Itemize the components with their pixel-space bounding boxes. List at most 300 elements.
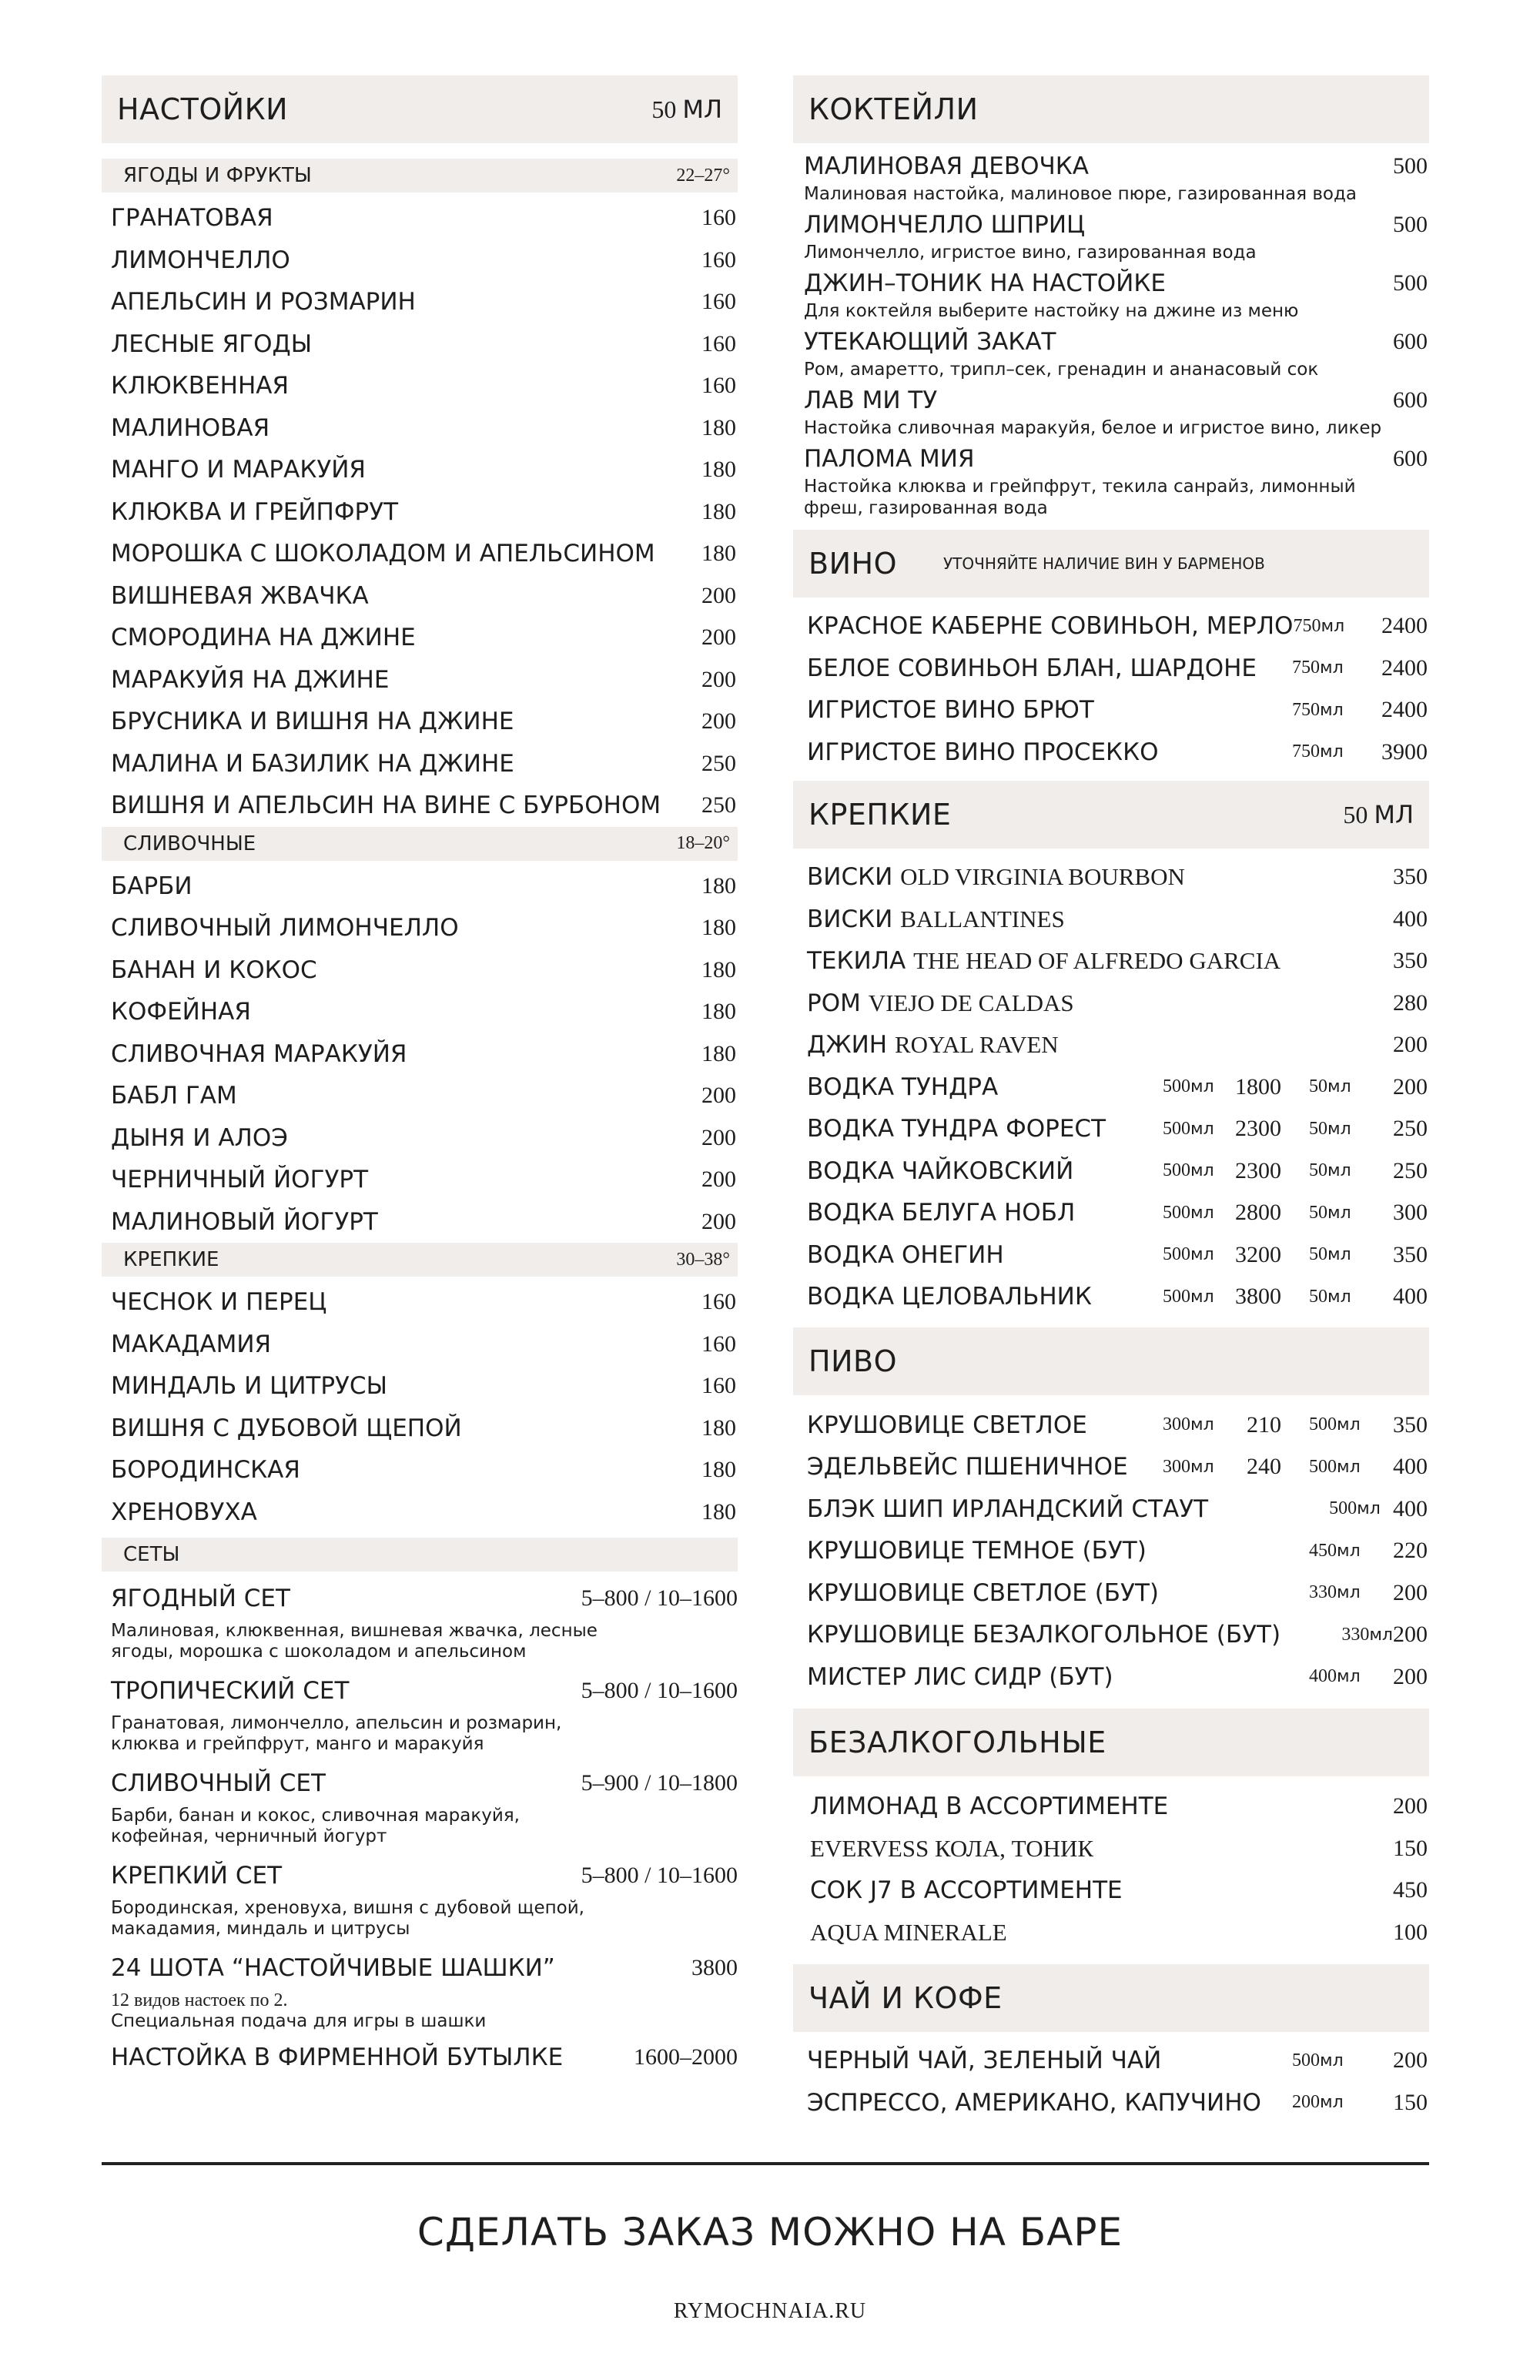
volume-number: 500 <box>1309 1414 1337 1435</box>
item-name-latin: BALLANTINES <box>900 905 1065 932</box>
item-description: кофейная, черничный йогурт <box>111 1826 387 1846</box>
volume-number: 330 <box>1341 1624 1370 1645</box>
volume-unit: мл <box>1369 1625 1393 1645</box>
volume-unit: мл <box>1337 1415 1361 1435</box>
menu-item <box>793 1108 1429 1150</box>
item-price: 500 <box>1393 270 1428 296</box>
item-name: КРЕПКИЙ СЕТ <box>111 1862 283 1890</box>
menu-item <box>793 1024 1429 1066</box>
item-name: ДЫНЯ И АЛОЭ <box>111 1123 288 1152</box>
menu-item <box>793 856 1429 899</box>
item-name: AQUA MINERALE <box>810 1918 1007 1946</box>
volume-unit: мл <box>1321 616 1345 636</box>
volume-unit: мл <box>1190 1457 1214 1477</box>
item-price: 180 <box>701 541 736 567</box>
item-volume-1 <box>1163 1160 1224 1181</box>
item-description: Барби, банан и кокос, сливочная маракуйя, <box>111 1806 520 1826</box>
item-description: Настойка клюква и грейпфрут, текила санрайз, лимонный <box>804 477 1356 497</box>
menu-item-shots <box>102 1946 738 2032</box>
set-header <box>111 1669 738 1713</box>
menu-item <box>102 533 738 575</box>
menu-item <box>102 1365 738 1408</box>
item-price-1: 2300 <box>1235 1116 1281 1142</box>
volume-number: 500 <box>1163 1244 1190 1265</box>
item-price: 160 <box>701 205 736 231</box>
menu-item <box>102 701 738 743</box>
item-price: 250 <box>701 792 736 818</box>
section-volume: 50 МЛ <box>651 95 722 124</box>
subsection-title: СЛИВОЧНЫЕ <box>123 832 256 855</box>
item-description: Малиновая настойка, малиновое пюре, газированная вода <box>804 184 1357 204</box>
item-price: 180 <box>701 872 736 899</box>
item-name-ru: ВИСКИ <box>807 863 901 892</box>
item-volume-2 <box>1309 1287 1371 1307</box>
item-price-2: 200 <box>1393 1622 1428 1648</box>
item-volume <box>1292 700 1354 721</box>
menu-item <box>102 1408 738 1450</box>
volume-unit: мл <box>1320 658 1344 678</box>
menu-item <box>102 365 738 407</box>
item-volume-2 <box>1329 1498 1381 1519</box>
soft-list <box>793 1786 1429 1953</box>
item-name: МАЛИНОВЫЙ ЙОГУРТ <box>111 1207 378 1236</box>
volume-number: 750 <box>1292 699 1320 720</box>
item-price: 160 <box>701 330 736 356</box>
cocktail-header <box>804 266 1428 300</box>
volume-number: 50 <box>1309 1202 1327 1223</box>
item-volume-2 <box>1341 1625 1393 1645</box>
item-description: Специальная подача для игры в шашки <box>111 2011 487 2031</box>
volume-unit: мл <box>1337 1583 1361 1603</box>
item-price-2: 250 <box>1393 1116 1428 1142</box>
item-name: СОК J7 В АССОРТИМЕНТЕ <box>810 1876 1123 1905</box>
menu-item <box>793 1912 1429 1954</box>
item-name: ВОДКА ОНЕГИН <box>807 1240 1004 1269</box>
item-name: ВИШНЯ И АПЕЛЬСИН НА ВИНЕ С БУРБОНОМ <box>111 792 661 820</box>
item-name: СЛИВОЧНАЯ МАРАКУЙЯ <box>111 1039 407 1068</box>
menu-item <box>102 407 738 450</box>
menu-item-bottle <box>102 2035 738 2080</box>
vodka-list <box>793 1066 1429 1318</box>
item-name <box>807 1031 1354 1059</box>
item-name: ДЖИН–ТОНИК НА НАСТОЙКЕ <box>804 269 1166 297</box>
volume-number: 500 <box>1163 1160 1190 1181</box>
item-name: МИСТЕР ЛИС СИДР (БУТ) <box>807 1662 1113 1691</box>
item-price: 180 <box>701 1414 736 1441</box>
item-name: EVERVESS КОЛА, ТОНИК <box>810 1834 1094 1862</box>
item-price: 500 <box>1393 153 1428 179</box>
set-header <box>111 1761 738 1806</box>
item-name <box>807 863 1354 891</box>
volume-number: 300 <box>1163 1414 1190 1435</box>
item-price: 400 <box>1393 905 1428 932</box>
item-name: 24 ШОТА “НАСТОЙЧИВЫЕ ШАШКИ” <box>111 1954 555 1982</box>
menu-item <box>102 1281 738 1324</box>
volume-number: 500 <box>1163 1076 1190 1097</box>
volume-number: 50 <box>1309 1076 1327 1097</box>
section-header-cocktails <box>793 75 1429 143</box>
item-price: 2400 <box>1381 613 1428 639</box>
item-price: 200 <box>701 708 736 735</box>
item-volume-1 <box>1163 1287 1224 1307</box>
item-volume-2 <box>1309 1666 1371 1687</box>
item-price-1: 240 <box>1247 1454 1281 1480</box>
item-price: 280 <box>1393 989 1428 1016</box>
section-header-tea <box>793 1964 1429 2032</box>
item-price: 160 <box>701 1289 736 1315</box>
item-name <box>807 905 1354 933</box>
menu-item <box>793 1572 1429 1615</box>
item-volume <box>1292 741 1354 762</box>
volume-unit: мл <box>1190 1077 1214 1097</box>
item-name: ЛИМОНАД В АССОРТИМЕНТЕ <box>810 1793 1169 1821</box>
item-name: ВОДКА ЦЕЛОВАЛЬНИК <box>807 1283 1092 1311</box>
volume-unit: мл <box>1190 1415 1214 1435</box>
menu-item <box>102 491 738 534</box>
item-price-2: 350 <box>1393 1411 1428 1438</box>
volume-number: 50 <box>1309 1118 1327 1139</box>
menu-item <box>793 1530 1429 1572</box>
item-price: 160 <box>701 246 736 273</box>
menu-item <box>793 605 1429 648</box>
section-title: ВИНО <box>808 547 897 581</box>
menu-item <box>793 1404 1429 1447</box>
item-price: 1600–2000 <box>634 2044 738 2070</box>
item-price: 600 <box>1393 329 1428 354</box>
menu-item <box>793 1276 1429 1318</box>
volume-number: 50 <box>1309 1160 1327 1181</box>
item-price: 200 <box>701 624 736 651</box>
item-name: НАСТОЙКА В ФИРМЕННОЙ БУТЫЛКЕ <box>111 2044 564 2071</box>
volume-number: 750 <box>1292 658 1320 678</box>
item-name: БЛЭК ШИП ИРЛАНДСКИЙ СТАУТ <box>807 1495 1209 1523</box>
item-price: 200 <box>701 1083 736 1109</box>
menu-item-set <box>102 1669 738 1755</box>
volume-number: 500 <box>1163 1286 1190 1307</box>
item-name: СЛИВОЧНЫЙ СЕТ <box>111 1769 326 1797</box>
item-name <box>807 989 1354 1017</box>
set-header <box>111 1576 738 1621</box>
menu-item <box>793 1656 1429 1699</box>
menu-item <box>793 648 1429 690</box>
item-price: 180 <box>701 498 736 524</box>
item-name: КЛЮКВА И ГРЕЙПФРУТ <box>111 497 399 526</box>
item-description: 12 видов настоек по 2. <box>111 1990 288 2010</box>
item-name-ru: ДЖИН <box>807 1031 895 1059</box>
item-price-1: 3800 <box>1235 1284 1281 1310</box>
item-price-2: 200 <box>1393 1663 1428 1689</box>
menu-item <box>102 1201 738 1244</box>
item-name: МИНДАЛЬ И ЦИТРУСЫ <box>111 1372 387 1401</box>
subsection-temperature: 18–20° <box>676 833 730 853</box>
section-title: КОКТЕЙЛИ <box>808 92 979 126</box>
menu-item-cocktail <box>793 208 1429 263</box>
subsection-title: СЕТЫ <box>123 1543 180 1566</box>
item-description: фреш, газированная вода <box>804 498 1048 518</box>
volume-unit: мл <box>1327 1077 1351 1097</box>
item-name: СЛИВОЧНЫЙ ЛИМОНЧЕЛЛО <box>111 914 459 942</box>
volume-unit: мл <box>1327 1161 1351 1181</box>
item-name-latin: VIEJO DE CALDAS <box>868 989 1074 1016</box>
item-volume-2 <box>1309 1582 1371 1603</box>
item-volume-2 <box>1309 1076 1371 1097</box>
item-name: ЯГОДНЫЙ СЕТ <box>111 1585 290 1612</box>
item-price: 3900 <box>1381 738 1428 765</box>
volume-unit: мл <box>1327 1287 1351 1307</box>
cocktail-header <box>804 208 1428 242</box>
cocktail-header <box>804 325 1428 359</box>
item-name: МАЛИНА И БАЗИЛИК НА ДЖИНЕ <box>111 749 514 778</box>
item-price: 160 <box>701 289 736 315</box>
item-price: 200 <box>701 1124 736 1150</box>
menu-item <box>793 731 1429 774</box>
cocktail-header <box>804 149 1428 183</box>
item-name: ЧЕРНЫЙ ЧАЙ, ЗЕЛЕНЫЙ ЧАЙ <box>807 2047 1162 2075</box>
item-name: ВИШНЯ С ДУБОВОЙ ЩЕПОЙ <box>111 1414 462 1442</box>
menu-item <box>102 281 738 323</box>
volume-unit: мл <box>1320 2093 1344 2113</box>
item-description: Ром, амаретто, трипл–сек, гренадин и ананасовый сок <box>804 360 1319 380</box>
wine-list <box>793 605 1429 773</box>
menu-item <box>102 1491 738 1534</box>
item-name: БРУСНИКА И ВИШНЯ НА ДЖИНЕ <box>111 708 514 736</box>
item-description: Лимончелло, игристое вино, газированная вода <box>804 243 1257 263</box>
menu-item <box>793 1192 1429 1234</box>
menu-item <box>793 2082 1429 2124</box>
item-price: 180 <box>701 1498 736 1525</box>
item-price: 180 <box>701 915 736 941</box>
footer-title: СДЕЛАТЬ ЗАКАЗ МОЖНО НА БАРЕ <box>417 2210 1123 2254</box>
menu-item <box>102 1033 738 1076</box>
item-name-latin: THE HEAD OF ALFREDO GARCIA <box>913 947 1281 975</box>
section-header-wine <box>793 530 1429 598</box>
menu-item <box>793 1150 1429 1193</box>
volume-number: 500 <box>1292 2050 1320 2070</box>
item-price: 500 <box>1393 212 1428 237</box>
item-volume <box>1293 616 1354 637</box>
item-price: 200 <box>701 1167 736 1193</box>
item-price: 5–800 / 10–1600 <box>581 1585 738 1611</box>
item-price-2: 300 <box>1393 1200 1428 1226</box>
section-note: УТОЧНЯЙТЕ НАЛИЧИЕ ВИН У БАРМЕНОВ <box>942 554 1265 573</box>
menu-item-cocktail <box>793 383 1429 439</box>
section-header-soft <box>793 1709 1429 1776</box>
strong-list <box>793 856 1429 1066</box>
cocktail-header <box>804 442 1428 476</box>
menu-item <box>102 197 738 239</box>
item-name: ГРАНАТОВАЯ <box>111 204 273 233</box>
set-header <box>111 1853 738 1898</box>
item-volume-1 <box>1163 1244 1224 1265</box>
volume-number: 500 <box>1329 1498 1358 1519</box>
volume-unit: мл <box>1320 700 1344 720</box>
menu-item-cocktail <box>793 325 1429 380</box>
menu-item <box>102 785 738 827</box>
item-price: 160 <box>701 373 736 399</box>
item-name: СМОРОДИНА НА ДЖИНЕ <box>111 624 416 652</box>
item-price: 150 <box>1393 1835 1428 1861</box>
item-price-2: 400 <box>1393 1284 1428 1310</box>
section-title: БЕЗАЛКОГОЛЬНЫЕ <box>808 1726 1106 1759</box>
item-name: БАНАН И КОКОС <box>111 956 317 984</box>
menu-item <box>793 899 1429 941</box>
footer-website: RYMOCHNAIA.RU <box>673 2299 867 2323</box>
item-price: 350 <box>1393 864 1428 890</box>
item-name: КРУШОВИЦЕ ТЕМНОЕ (БУТ) <box>807 1537 1147 1565</box>
menu-item-set <box>102 1853 738 1940</box>
item-price: 150 <box>1393 2089 1428 2115</box>
volume-number: 450 <box>1309 1540 1337 1561</box>
right-column <box>793 75 1429 2124</box>
item-name: МАНГО И МАРАКУЙЯ <box>111 456 366 484</box>
footer-divider <box>102 2162 1429 2165</box>
item-price-2: 200 <box>1393 1073 1428 1100</box>
menu-item <box>793 2040 1429 2082</box>
item-price: 200 <box>1393 2047 1428 2074</box>
volume-unit: мл <box>1327 1119 1351 1139</box>
item-name: ВОДКА ТУНДРА <box>807 1073 999 1101</box>
item-name-latin: ROYAL RAVEN <box>894 1031 1059 1059</box>
volume-unit: мл <box>1357 1499 1381 1519</box>
item-name: ИГРИСТОЕ ВИНО ПРОСЕККО <box>807 738 1159 766</box>
menu-item <box>793 1066 1429 1109</box>
menu-item <box>102 239 738 282</box>
volume-number: 750 <box>1293 615 1321 636</box>
volume-unit: мл <box>1327 1245 1351 1265</box>
section-title: ЧАЙ И КОФЕ <box>808 1981 1003 2015</box>
item-name-latin: OLD VIRGINIA BOURBON <box>900 863 1185 891</box>
subsection-temperature: 22–27° <box>676 165 730 186</box>
section-header-beer <box>793 1327 1429 1395</box>
item-price: 180 <box>701 1457 736 1483</box>
menu-item <box>102 575 738 618</box>
item-name: ПАЛОМА МИЯ <box>804 445 975 473</box>
item-price: 180 <box>701 999 736 1025</box>
item-name: ЛИМОНЧЕЛЛО <box>111 246 290 274</box>
item-name: ЧЕСНОК И ПЕРЕЦ <box>111 1288 327 1317</box>
item-volume-2 <box>1309 1160 1371 1181</box>
item-volume-1 <box>1163 1203 1224 1223</box>
item-name: МАКАДАМИЯ <box>111 1330 272 1358</box>
item-price-2: 250 <box>1393 1157 1428 1183</box>
item-price: 5–900 / 10–1800 <box>581 1770 738 1796</box>
subsection-temperature: 30–38° <box>676 1249 730 1270</box>
item-name: ВОДКА ЧАЙКОВСКИЙ <box>807 1157 1074 1185</box>
menu-item <box>102 1324 738 1366</box>
item-name: ВОДКА ТУНДРА ФОРЕСТ <box>807 1115 1106 1143</box>
item-price: 2400 <box>1381 654 1428 681</box>
nastoyki-groups <box>102 159 738 1533</box>
menu-item-set <box>102 1761 738 1847</box>
item-price: 200 <box>701 666 736 692</box>
item-price-1: 1800 <box>1235 1073 1281 1100</box>
menu-item <box>102 949 738 992</box>
item-price: 600 <box>1393 387 1428 413</box>
item-name: ВОДКА БЕЛУГА НОБЛ <box>807 1199 1076 1227</box>
item-price-2: 200 <box>1393 1579 1428 1605</box>
item-name: ХРЕНОВУХА <box>111 1498 257 1526</box>
item-name: КРУШОВИЦЕ СВЕТЛОЕ <box>807 1411 1087 1439</box>
item-volume-1 <box>1163 1414 1224 1435</box>
item-volume-2 <box>1309 1541 1371 1562</box>
item-price: 180 <box>701 414 736 440</box>
item-price: 450 <box>1393 1877 1428 1903</box>
menu-item <box>793 940 1429 982</box>
item-name: ЛЕСНЫЕ ЯГОДЫ <box>111 330 313 358</box>
item-name: ВИШНЕВАЯ ЖВАЧКА <box>111 581 369 610</box>
item-name-ru: ТЕКИЛА <box>807 947 914 976</box>
menu-item-cocktail <box>793 266 1429 322</box>
item-price: 200 <box>701 1208 736 1234</box>
menu-item <box>793 982 1429 1025</box>
menu-item-cocktail <box>793 442 1429 519</box>
volume-number: 500 <box>1309 1456 1337 1477</box>
item-name: КРУШОВИЦЕ БЕЗАЛКОГОЛЬНОЕ (БУТ) <box>807 1621 1281 1649</box>
item-price: 100 <box>1393 1919 1428 1945</box>
volume-unit: мл <box>1190 1203 1214 1223</box>
menu-item-cocktail <box>793 149 1429 205</box>
item-name: КРУШОВИЦЕ СВЕТЛОЕ (БУТ) <box>807 1578 1159 1607</box>
item-volume <box>1292 2092 1354 2113</box>
item-description: Гранатовая, лимончелло, апельсин и розмарин, <box>111 1713 562 1733</box>
item-name: БОРОДИНСКАЯ <box>111 1456 300 1485</box>
volume-unit: мл <box>1320 742 1344 762</box>
menu-item <box>102 323 738 366</box>
item-name: КОФЕЙНАЯ <box>111 998 251 1026</box>
section-title: КРЕПКИЕ <box>808 798 952 832</box>
menu-item <box>793 1488 1429 1531</box>
item-name: ЭДЕЛЬВЕЙС ПШЕНИЧНОЕ <box>807 1453 1128 1481</box>
item-description: Бородинская, хреновуха, вишня с дубовой щепой, <box>111 1898 584 1918</box>
item-name: МОРОШКА С ШОКОЛАДОМ И АПЕЛЬСИНОМ <box>111 540 655 568</box>
item-name: КЛЮКВЕННАЯ <box>111 372 290 400</box>
volume-unit: мл <box>1320 2050 1344 2070</box>
item-name: ЭСПРЕССО, АМЕРИКАНО, КАПУЧИНО <box>807 2088 1261 2117</box>
volume-number: 300 <box>1163 1456 1190 1477</box>
item-name: МАРАКУЙЯ НА ДЖИНЕ <box>111 665 390 694</box>
item-price: 200 <box>701 582 736 608</box>
menu-item <box>793 1446 1429 1488</box>
menu-item <box>102 991 738 1033</box>
item-name-ru: РОМ <box>807 989 869 1017</box>
menu-item <box>102 907 738 949</box>
section-volume: 50 МЛ <box>1343 800 1414 829</box>
volume-unit: мл <box>1190 1245 1214 1265</box>
item-name: ЛИМОНЧЕЛЛО ШПРИЦ <box>804 211 1086 239</box>
menu-item <box>793 1614 1429 1656</box>
item-name: МАЛИНОВАЯ ДЕВОЧКА <box>804 152 1089 180</box>
item-price-1: 2800 <box>1235 1200 1281 1226</box>
volume-unit: мл <box>1337 1457 1361 1477</box>
volume-unit: мл <box>1190 1287 1214 1307</box>
item-price: 160 <box>701 1331 736 1357</box>
item-price: 200 <box>1393 1032 1428 1058</box>
item-price: 250 <box>701 750 736 776</box>
section-title: ПИВО <box>808 1344 897 1378</box>
volume-number: 50 <box>1309 1244 1327 1265</box>
tea-list <box>793 2040 1429 2124</box>
menu-item <box>793 1234 1429 1277</box>
volume-number: 50 <box>1309 1286 1327 1307</box>
item-price: 160 <box>701 1373 736 1399</box>
menu-item <box>102 1159 738 1201</box>
subsection-header <box>102 1243 738 1277</box>
item-name-ru: ВИСКИ <box>807 905 901 933</box>
menu-item <box>102 1449 738 1491</box>
menu-item <box>793 1786 1429 1828</box>
section-header-strong <box>793 781 1429 849</box>
item-name: ИГРИСТОЕ ВИНО БРЮТ <box>807 696 1094 725</box>
